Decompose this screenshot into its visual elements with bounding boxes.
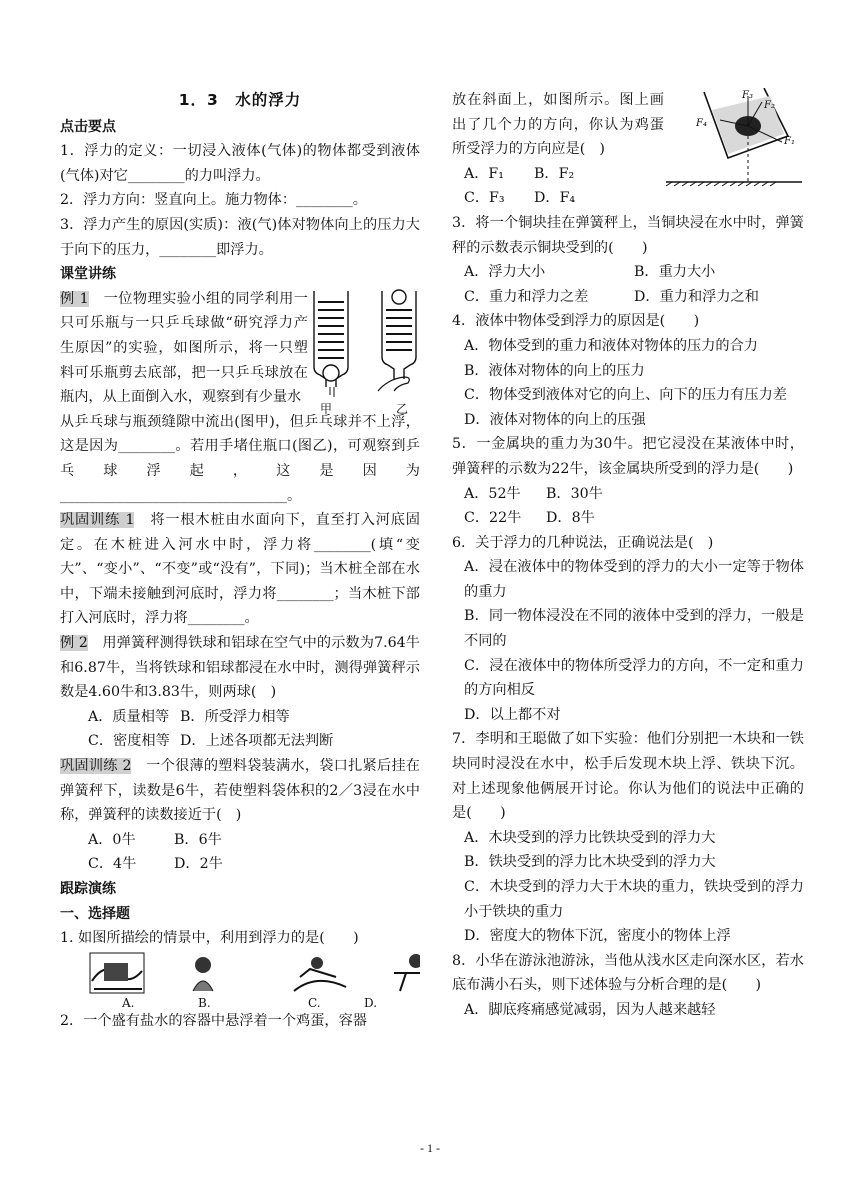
example-2-options-row-2: [60, 729, 420, 754]
practice-1: [60, 508, 420, 631]
option: C．浸在液体中的物体所受浮力的方向，不一定和重力的方向相反: [464, 657, 804, 699]
question-8: 8．小华在游泳池游泳，当他从浅水区走向深水区，若水底布满小石头，则下述体验与分析合理的是( ): [452, 952, 804, 994]
example-1-text-cont: 从乒乓球与瓶颈缝隙中流出(图甲)，但乒乓球并不上浮，这是因为________。若用手堵住瓶口(图乙)，可观察到乒乓球浮起，这是因为________________________________。: [60, 413, 420, 504]
option: A．浸在液体中的物体受到的浮力的大小一定等于物体的重力: [464, 559, 804, 600]
example-2-text: 用弹簧秤测得铁球和铝球在空气中的示数为7.64牛和6.87牛，当将铁球和铝球都浸在水中时，测得弹簧秤示数是4.60牛和3.83牛，则两球( ): [60, 635, 420, 701]
page-title: 1．3 水的浮力: [178, 91, 302, 109]
example-1: [60, 287, 420, 508]
example-2: [60, 631, 420, 705]
option: D．8牛: [546, 510, 595, 527]
option: D．重力和浮力之和: [634, 288, 759, 305]
figure-label-a: A.: [122, 995, 135, 1010]
practice-2-options-row-2: [60, 852, 420, 877]
question-1-figures: [60, 951, 420, 1009]
example-1-tag: 例 1: [60, 290, 89, 307]
force-label-f2: F₂: [764, 100, 775, 111]
option: D．密度大的物体下沉，密度小的物体上浮: [464, 928, 731, 945]
question-2-text: 放在斜面上，如图所示。图上画出了几个力的方向，你认为鸡蛋所受浮力的方向应是( ): [452, 92, 664, 158]
practice-2-tag: 巩固训练 2: [60, 758, 132, 775]
option: D．液体对物体的向上的压强: [464, 411, 646, 428]
option: A．52牛: [464, 485, 521, 502]
option: A．物体受到的重力和液体对物体的压力的合力: [464, 337, 758, 354]
question-2: 2．一个盛有盐水的容器中悬浮着一个鸡蛋，容器: [60, 1012, 367, 1029]
question-5-options-row-1: [452, 482, 804, 507]
option: C．木块受到的浮力大于木块的重力，铁块受到的浮力小于铁块的重力: [464, 879, 804, 920]
section-heading-class: 课堂讲练: [60, 266, 116, 283]
option: A．质量相等: [88, 708, 170, 725]
figure-label-c: C.: [308, 995, 321, 1010]
point-2: 2．浮力方向：竖直向上。施力物体：________。: [60, 192, 367, 209]
option: D．上述各项都无法判断: [180, 733, 334, 750]
question-5-options-row-2: [452, 506, 804, 531]
question-2-cont: [452, 88, 804, 211]
example-2-options-row-1: [60, 705, 420, 730]
option: A．脚底疼痛感觉减弱，因为人越来越轻: [464, 1001, 716, 1018]
practice-2-text: 一个很薄的塑料袋装满水，袋口扎紧后挂在弹簧秤下，读数是6牛，若使塑料袋体积的2／3浸在水中称，弹簧秤的读数接近于( ): [60, 758, 420, 824]
option: C．4牛: [88, 856, 137, 873]
option: C．重力和浮力之差: [464, 288, 589, 305]
force-label-f3: F₃: [742, 90, 753, 101]
figure-label-jia: 甲: [320, 402, 333, 417]
option: A．浮力大小: [464, 264, 546, 281]
figure-label-b: B.: [198, 995, 211, 1010]
incline-container-image: [664, 88, 804, 192]
figure-bottles: [308, 287, 420, 417]
option: C．物体受到液体对它的向上、向下的压力有压力差: [464, 387, 787, 404]
section-heading-points: 点击要点: [60, 118, 116, 135]
question-5: 5．一金属块的重力为30牛。把它浸没在某液体中时，弹簧秤的示数为22牛，该金属块所受到的浮力是( ): [452, 436, 804, 477]
option: D．2牛: [174, 856, 223, 873]
question-1: 1. 如图所描绘的情景中，利用到浮力的是( ): [60, 930, 359, 947]
page-number: - 1 -: [420, 1141, 440, 1155]
scene-figures-image: [60, 951, 420, 995]
figure-label-yi: 乙: [396, 402, 409, 417]
option: A．0牛: [88, 831, 136, 848]
option: B．铁块受到的浮力比木块受到的浮力大: [464, 854, 716, 871]
practice-1-tag: 巩固训练 1: [60, 512, 135, 529]
option: D．F₄: [534, 190, 576, 207]
example-1-text: 一位物理实验小组的同学利用一只可乐瓶与一只乒乓球做“研究浮力产生原因”的实验，如图所示，将一只塑料可乐瓶剪去底部，把一只乒乓球放在瓶内，从上面倒入水，观察到有少量水: [60, 290, 308, 406]
option: C．F₃: [464, 190, 505, 207]
right-column: [452, 88, 804, 1023]
option: B．重力大小: [634, 264, 716, 281]
option: B．液体对物体的向上的压力: [464, 362, 645, 379]
option: C．密度相等: [88, 733, 170, 750]
option: D．以上都不对: [464, 706, 561, 723]
left-column: [60, 88, 420, 1033]
example-2-tag: 例 2: [60, 635, 88, 652]
incline-figure: [664, 88, 804, 192]
practice-2-options-row-1: [60, 828, 420, 853]
question-4: 4．液体中物体受到浮力的原因是( ): [452, 313, 700, 330]
option: B．所受浮力相等: [180, 708, 290, 725]
option: C．22牛: [464, 510, 522, 527]
bottle-figure-image: [308, 287, 420, 409]
option: A．木块受到的浮力比铁块受到的浮力大: [464, 829, 716, 846]
practice-1-text: 将一根木桩由水面向下，直至打入河底固定。在木桩进入河水中时，浮力将________(填“变大”、“变小”、“不变”或“没有”，下同)；当木桩全部在水中，下端未接触到河底时，浮力将________；当木桩下部打入河底时，浮力将________。: [60, 512, 420, 627]
question-3: 3．将一个铜块挂在弹簧秤上，当铜块浸在水中时，弹簧秤的示数表示铜块受到的( ): [452, 214, 804, 256]
figure-label-d: D.: [364, 995, 378, 1010]
force-label-f1: F₁: [784, 136, 795, 147]
section-heading-track: 跟踪演练: [60, 881, 116, 897]
section-heading-choice: 一、选择题: [60, 905, 130, 922]
force-label-f4: F₄: [696, 118, 707, 129]
option: B．同一物体浸没在不同的液体中受到的浮力，一般是不同的: [464, 608, 804, 650]
option: B．F₂: [534, 165, 575, 182]
question-3-options-row-1: [452, 260, 804, 285]
question-3-options-row-2: [452, 285, 804, 310]
option: B．6牛: [174, 831, 222, 848]
question-7: 7．李明和王聪做了如下实验：他们分别把一木块和一铁块同时浸没在水中，松手后发现木块上浮、铁块下沉。对上述现象他俩展开讨论。你认为他们的说法中正确的是( ): [452, 731, 804, 822]
practice-2: [60, 754, 420, 828]
option: B．30牛: [546, 485, 603, 502]
question-6: 6．关于浮力的几种说法，正确说法是( ): [452, 534, 714, 551]
point-1: 1．浮力的定义：一切浸入液体(气体)的物体都受到液体(气体)对它________的力叫浮力。: [60, 143, 420, 184]
option: A．F₁: [464, 165, 504, 182]
point-3: 3．浮力产生的原因(实质)：液(气)体对物体向上的压力大于向下的压力，________即浮力。: [60, 216, 420, 258]
